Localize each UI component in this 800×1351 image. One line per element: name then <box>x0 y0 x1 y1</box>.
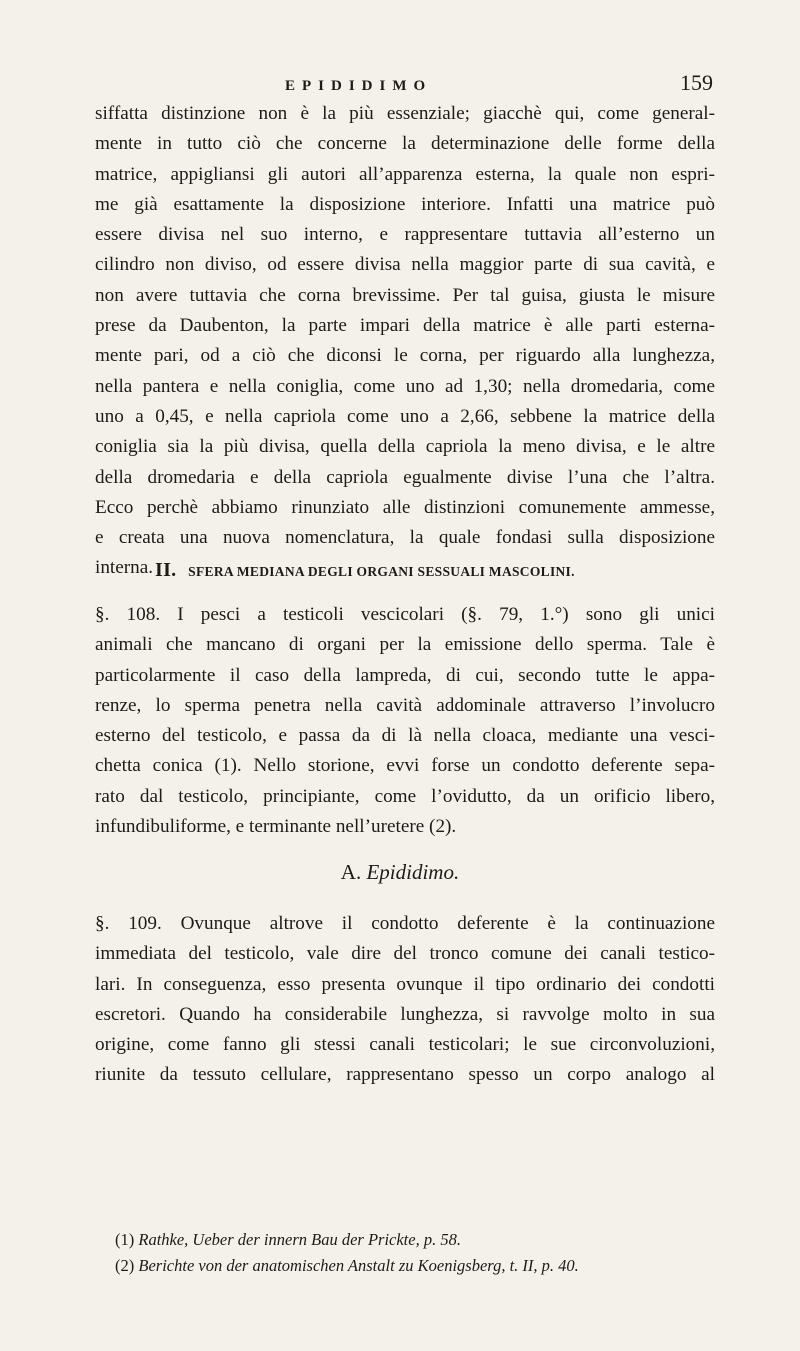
section-number: II. <box>155 559 177 581</box>
text-line: riunite da tessuto cellulare, rappresentano spesso un corpo analogo al <box>95 1064 715 1086</box>
text-line: particolarmente il caso della lampreda, di cui, secondo tutte le appa- <box>95 664 715 686</box>
text-line: prese da Daubenton, la parte impari della matrice è alle parti esterna- <box>95 315 715 337</box>
text-line: uno a 0,45, e nella capriola come uno a 2,66, sebbene la matrice della <box>95 405 715 427</box>
text-line: chetta conica (1). Nello storione, evvi forse un condotto deferente sepa- <box>95 755 715 777</box>
text-line: nella pantera e nella coniglia, come uno ad 1,30; nella dromedaria, come <box>95 375 715 397</box>
text-line: coniglia sia la più divisa, quella della capriola la meno divisa, e le altre <box>95 436 715 458</box>
text-line: infundibuliforme, e terminante nell’uretere (2). <box>95 816 457 838</box>
text-line: origine, come fanno gli stessi canali testicolari; le sue circonvoluzioni, <box>95 1034 715 1056</box>
text-line: della dromedaria e della capriola egualmente divise l’una che l’altra. <box>95 466 715 488</box>
footnote-text: Rathke, Ueber der innern Bau der Prickte, p. 58. <box>138 1230 461 1249</box>
subsection-title: Epididimo. <box>366 860 460 884</box>
footnote-mark: (2) <box>115 1256 135 1275</box>
text-line: matrice, appigliansi gli autori all’apparenza esterna, la quale non espri- <box>95 163 715 185</box>
text-line: non avere tuttavia che corna brevissime. Per tal guisa, giusta le misure <box>95 284 715 306</box>
section-heading <box>155 559 715 582</box>
footnote-mark: (1) <box>115 1230 135 1249</box>
text-line: escretori. Quando ha considerabile lunghezza, si ravvolge molto in sua <box>95 1003 715 1025</box>
paragraph-108 <box>95 600 715 842</box>
text-line: siffatta distinzione non è la più essenziale; giacchè qui, come general- <box>95 103 715 124</box>
subsection-heading <box>0 860 800 885</box>
text-line: lari. In conseguenza, esso presenta ovunque il tipo ordinario dei condotti <box>95 973 715 995</box>
section-title: SFERA MEDIANA DEGLI ORGANI SESSUALI MASCOLINI. <box>188 564 575 579</box>
footnotes <box>115 1227 715 1279</box>
footnote <box>115 1253 715 1279</box>
footnote <box>115 1227 715 1253</box>
text-line: §. 109. Ovunque altrove il condotto deferente è la continuazione <box>95 913 715 934</box>
text-line: §. 108. I pesci a testicoli vescicolari (§. 79, 1.°) sono gli unici <box>95 604 715 625</box>
footnote-text: Berichte von der anatomischen Anstalt zu Koenigsberg, t. II, p. 40. <box>138 1256 579 1275</box>
page-number: 159 <box>680 70 713 95</box>
text-line: mente pari, od a ciò che diconsi le corna, per riguardo alla lunghezza, <box>95 345 715 367</box>
text-line: rato dal testicolo, principiante, come l’ovidutto, da un orificio libero, <box>95 785 715 807</box>
text-line: esterno del testicolo, e passa da di là nella cloaca, mediante una vesci- <box>95 725 715 747</box>
text-line: mente in tutto ciò che concerne la determinazione delle forme della <box>95 133 715 155</box>
text-line: essere divisa nel suo interno, e rappresentare tuttavia all’esterno un <box>95 224 715 246</box>
paragraph-109 <box>95 909 715 1091</box>
running-title: EPIDIDIMO <box>285 78 433 94</box>
text-line: Ecco perchè abbiamo rinunziato alle distinzioni comunemente ammesse, <box>95 496 715 518</box>
text-line: animali che mancano di organi per la emissione dello sperma. Tale è <box>95 634 715 656</box>
text-line: immediata del testicolo, vale dire del tronco comune dei canali testico- <box>95 943 715 965</box>
text-line: cilindro non diviso, od essere divisa nella maggior parte di sua cavità, e <box>95 254 715 276</box>
paragraph-matrice <box>95 99 715 584</box>
text-line: me già esattamente la disposizione interiore. Infatti una matrice può <box>95 193 715 215</box>
text-line: renze, lo sperma penetra nella cavità addominale attraverso l’involucro <box>95 694 715 716</box>
subsection-letter: A. <box>340 860 362 884</box>
text-line: interna. <box>95 557 154 579</box>
text-line: e creata una nuova nomenclatura, la quale fondasi sulla disposizione <box>95 527 715 549</box>
